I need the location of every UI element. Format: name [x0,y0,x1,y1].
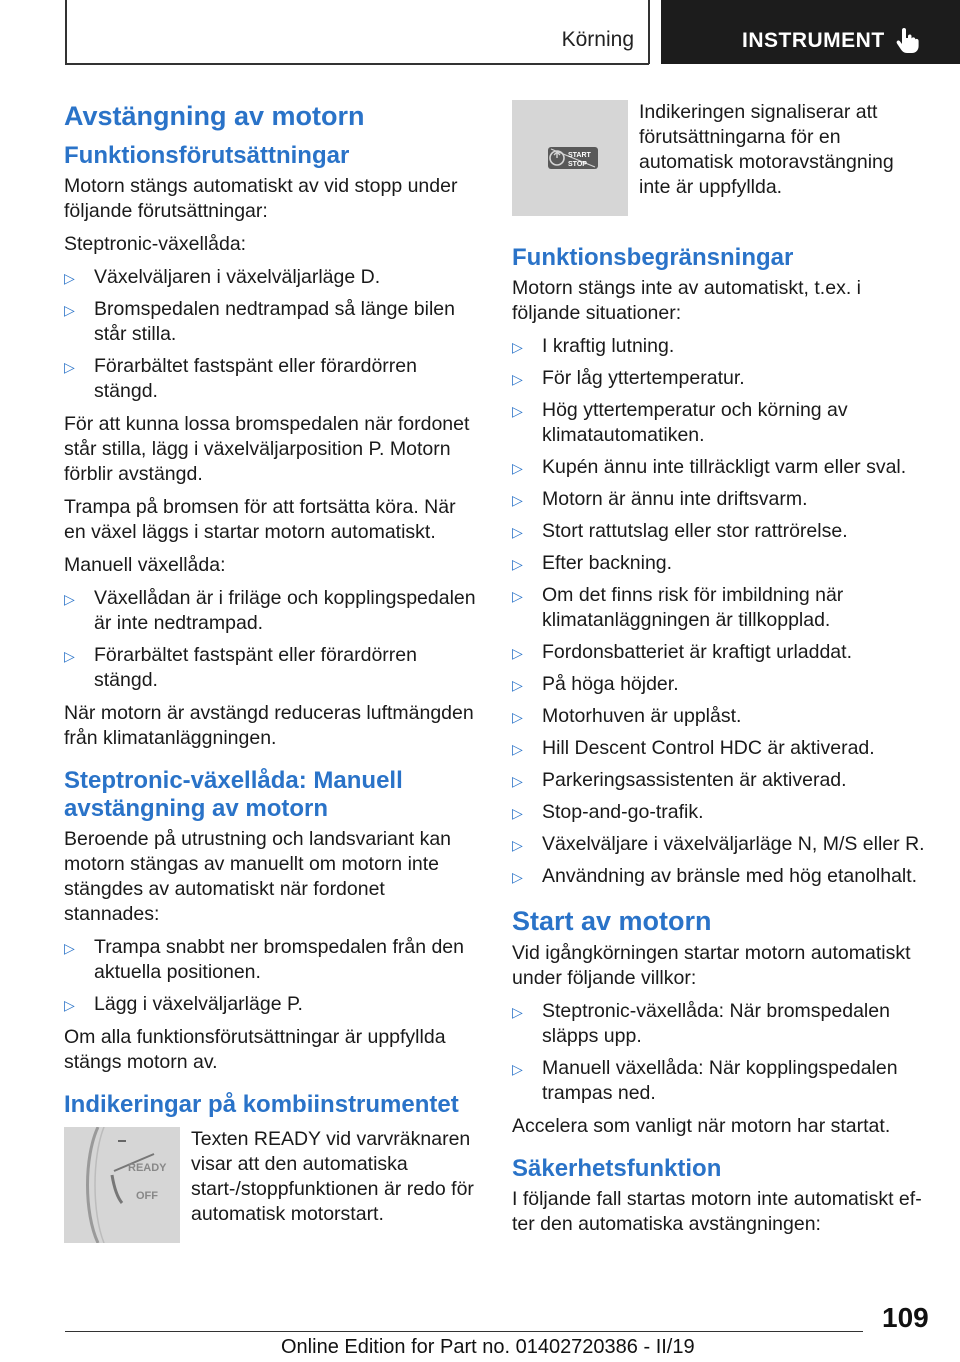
list-item: ▷ Lägg i växelväljarläge P. [64,992,479,1017]
hand-pointer-icon [895,26,921,54]
triangle-bullet-icon: ▷ [512,338,523,355]
bullet-list [64,586,479,693]
page-number: 109 [882,1302,929,1333]
list-item: ▷ Stop-and-go-trafik. [512,800,927,825]
right-column [512,100,927,1245]
header-rule-bottom [65,63,649,65]
figure-row [512,100,927,216]
list-item: ▷ Förarbältet fastspänt eller förardörren stängd. [64,355,417,403]
paragraph: För att kunna lossa bromspedalen när fordonet står stilla, lägg i växelväljarposition P. Motorn förblir avstängd. [64,413,470,486]
triangle-bullet-icon: ▷ [512,772,523,789]
triangle-bullet-icon: ▷ [512,740,523,757]
list-item: ▷ På höga höjder. [512,672,927,697]
start-stop-indicator-image [512,100,628,216]
triangle-bullet-icon: ▷ [512,1061,523,1078]
triangle-bullet-icon: ▷ [64,302,75,319]
triangle-bullet-icon: ▷ [64,359,75,376]
list-item: ▷ Hill Descent Control HDC är aktiverad. [512,736,927,761]
list-item: ▷ Kupén ännu inte tillräckligt varm eller sval. [512,455,927,480]
list-item: ▷ Användning av bränsle med hög etanolhalt. [512,864,927,889]
svg-text:OFF: OFF [136,1189,158,1202]
list-item: ▷ Om det finns risk för imbildning när klimatanläggningen är tillkopplad. [512,583,844,631]
header-rule-right [648,0,650,64]
subsection-heading: Funktionsförutsättningar [64,142,350,170]
triangle-bullet-icon: ▷ [512,1004,523,1021]
svg-text:STOP: STOP [568,161,587,168]
triangle-bullet-icon: ▷ [512,523,523,540]
paragraph: Motorn stängs inte av automatiskt, t.ex. i följande situationer: [512,276,861,324]
bullet-list [64,935,479,1017]
list-item: ▷ Motorhuven är upplåst. [512,704,927,729]
list-item: ▷ För låg yttertemperatur. [512,366,927,391]
start-stop-badge-illustration [512,100,628,216]
figure-row [64,1127,479,1245]
figure-caption: Indikeringen signaliserar att förutsättningarna för en automatisk motoravstängning inte är uppfyllda. [639,101,894,198]
list-item: ▷ Parkeringsassistenten är aktiverad. [512,768,927,793]
list-item: ▷ Fordonsbatteriet är kraftigt urladdat. [512,640,927,665]
triangle-bullet-icon: ▷ [64,939,75,956]
footer-edition: Online Edition for Part no. 01402720386 - II/19 [281,1336,695,1358]
chapter-title: INSTRUMENT [742,29,885,52]
list-item: ▷ Hög yttertemperatur och körning av klimatautomatiken. [512,398,848,446]
paragraph: Motorn stängs automatiskt av vid stopp under följande förutsättningar: [64,175,458,223]
paragraph: Accelera som vanligt när motorn har startat. [512,1115,891,1138]
header-rule-left [65,0,67,64]
section-title: Körning [561,28,634,51]
list-item: ▷ I kraftig lutning. [512,334,927,359]
list-item: ▷ Efter backning. [512,551,927,576]
paragraph: Steptronic-växellåda: [64,233,247,256]
paragraph: Trampa på bromsen för att fortsätta köra. När en växel läggs i startar motorn automatiskt. [64,496,456,544]
bullet-list [64,265,479,404]
list-item: ▷ Trampa snabbt ner bromspedalen från den aktuella positionen. [64,935,464,983]
paragraph: Manuell växellåda: [64,554,226,577]
triangle-bullet-icon: ▷ [512,587,523,604]
figure-caption: Texten READY vid varvräknaren visar att den automatiska start-/stoppfunktionen är redo för automatisk motorstart. [191,1127,474,1225]
triangle-bullet-icon: ▷ [512,370,523,387]
triangle-bullet-icon: ▷ [512,676,523,693]
svg-text:READY: READY [128,1161,167,1174]
triangle-bullet-icon: ▷ [512,708,523,725]
list-item: ▷ Motorn är ännu inte driftsvarm. [512,487,927,512]
triangle-bullet-icon: ▷ [64,270,75,287]
subsection-heading: Steptronic-växellåda: Manuell avstängning av motorn [64,767,403,823]
paragraph: Beroende på utrustning och landsvariant kan motorn stängas av manuellt om motorn inte stängdes av automatiskt när fordonet stannades: [64,827,452,925]
tachometer-image [64,1127,180,1243]
section-heading: Avstängning av motorn [64,101,365,131]
triangle-bullet-icon: ▷ [512,555,523,572]
subsection-heading: Funktionsbegränsningar [512,244,794,271]
list-item: ▷ Manuell växellåda: När kopplingspedalen trampas ned. [512,1057,898,1105]
list-item: ▷ Växelväljare i växelväljarläge N, M/S eller R. [512,832,927,857]
list-item: ▷ Stort rattutslag eller stor rattrörelse. [512,519,927,544]
bullet-list [512,334,927,889]
list-item: ▷ Steptronic-växellåda: När bromspedalen släpps upp. [512,1000,890,1048]
left-column [64,100,479,1253]
paragraph: I följande fall startas motorn inte automatiskt efter den automatiska avstängningen: [512,1188,922,1236]
subsection-heading: Indikeringar på kombiinstrumentet [64,1090,459,1118]
triangle-bullet-icon: ▷ [512,459,523,476]
chapter-tab [661,0,960,64]
triangle-bullet-icon: ▷ [512,402,523,419]
triangle-bullet-icon: ▷ [512,491,523,508]
footer-rule [65,1331,863,1332]
svg-text:START: START [568,152,591,159]
bullet-list [512,999,927,1106]
triangle-bullet-icon: ▷ [512,644,523,661]
tachometer-illustration [64,1127,180,1243]
subsection-heading: Säkerhetsfunktion [512,1155,722,1183]
list-item: ▷ Bromspedalen nedtrampad så länge bilen står stilla. [64,298,455,346]
section-heading: Start av motorn [512,905,712,936]
triangle-bullet-icon: ▷ [64,648,75,665]
list-item: ▷ Växellådan är i friläge och kopplingspedalen är inte nedtrampad. [64,587,476,635]
paragraph: När motorn är avstängd reduceras luftmängden från klimatanläggningen. [64,702,474,750]
triangle-bullet-icon: ▷ [64,591,75,608]
paragraph: Om alla funktionsförutsättningar är uppfyllda stängs motorn av. [64,1025,446,1073]
paragraph: Vid igångkörningen startar motorn automatiskt under följande villkor: [512,942,911,990]
list-item: ▷ Förarbältet fastspänt eller förardörren stängd. [64,644,417,692]
triangle-bullet-icon: ▷ [512,868,523,885]
triangle-bullet-icon: ▷ [512,836,523,853]
list-item: ▷ Växelväljaren i växelväljarläge D. [64,265,479,290]
triangle-bullet-icon: ▷ [512,804,523,821]
triangle-bullet-icon: ▷ [64,996,75,1013]
